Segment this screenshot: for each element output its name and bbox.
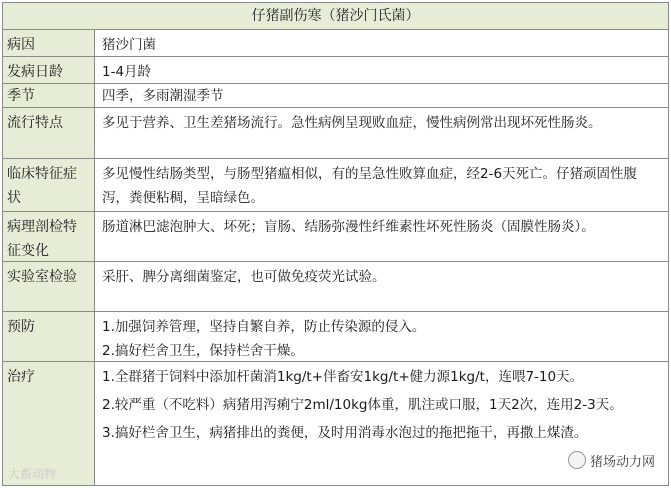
watermark-left-text: 大畜动物 (8, 467, 57, 481)
row-text: 猪沙门菌 (102, 37, 156, 53)
row-label: 预防 (3, 312, 95, 361)
row-label: 实验室检验 (3, 262, 95, 311)
row-text: 多见慢性结肠类型，与肠型猪瘟相似，有的呈急性败算血症，经2-6天死亡。仔猪顽固性腹泻，粪便粘稠，呈暗绿色。 (102, 166, 638, 206)
wechat-icon (568, 451, 586, 469)
row-label: 发病日龄 (3, 57, 95, 83)
row-content (95, 312, 668, 361)
row-text: 1.加强饲养管理，坚持自繁自养，防止传染源的侵入。 (102, 319, 426, 335)
table-row (3, 84, 668, 108)
row-text: 1-4月龄 (102, 64, 152, 80)
watermark-right-text: 猪场动力网 (589, 455, 655, 470)
row-content (95, 108, 668, 158)
row-content (95, 262, 668, 311)
row-label: 临床特征症状 (3, 159, 95, 211)
row-text: 多见于营养、卫生差猪场流行。急性病例呈现败血症，慢性病例常出现坏死性肠炎。 (102, 115, 602, 131)
table-title: 仔猪副伤寒（猪沙门氏菌） (3, 3, 668, 30)
row-content (95, 84, 668, 107)
table-row (3, 57, 668, 84)
row-text: 四季，多雨潮湿季节 (102, 88, 224, 104)
table-row (3, 312, 668, 362)
row-text: 2.搞好栏舍卫生，保持栏舍干燥。 (102, 343, 304, 359)
row-text: 3.搞好栏舍卫生，病猪排出的粪便，及时用消毒水泡过的拖把拖干，再撒上煤渣。 (102, 425, 588, 441)
table-row (3, 30, 668, 57)
row-text: 1.全群猪于饲料中添加杆菌消1kg/t+伴畜安1kg/t+健力源1kg/t，连喂7-10天。 (102, 369, 584, 385)
table-row (3, 108, 668, 159)
table-row (3, 159, 668, 212)
row-content (95, 30, 668, 56)
row-label: 季节 (3, 84, 95, 107)
row-label: 流行特点 (3, 108, 95, 158)
row-label: 病理剖检特征变化 (3, 212, 95, 261)
row-text: 采肝、脾分离细菌鉴定，也可做免疫荧光试验。 (102, 269, 386, 285)
disease-table (2, 2, 669, 486)
watermark-left (8, 465, 56, 482)
row-content (95, 57, 668, 83)
row-content (95, 212, 668, 261)
row-text: 2.较严重（不吃料）病猪用泻痢宁2ml/10kg体重，肌注或口服，1天2次，连用2-3天。 (102, 397, 623, 413)
row-content (95, 159, 668, 211)
watermark-right (566, 451, 657, 470)
table-row (3, 262, 668, 312)
row-text: 肠道淋巴滤泡肿大、坏死；盲肠、结肠弥漫性纤维素性坏死性肠炎（固膜性肠炎）。 (102, 219, 595, 235)
row-label: 病因 (3, 30, 95, 56)
row-label: 治疗 (3, 362, 95, 485)
table-row (3, 212, 668, 262)
